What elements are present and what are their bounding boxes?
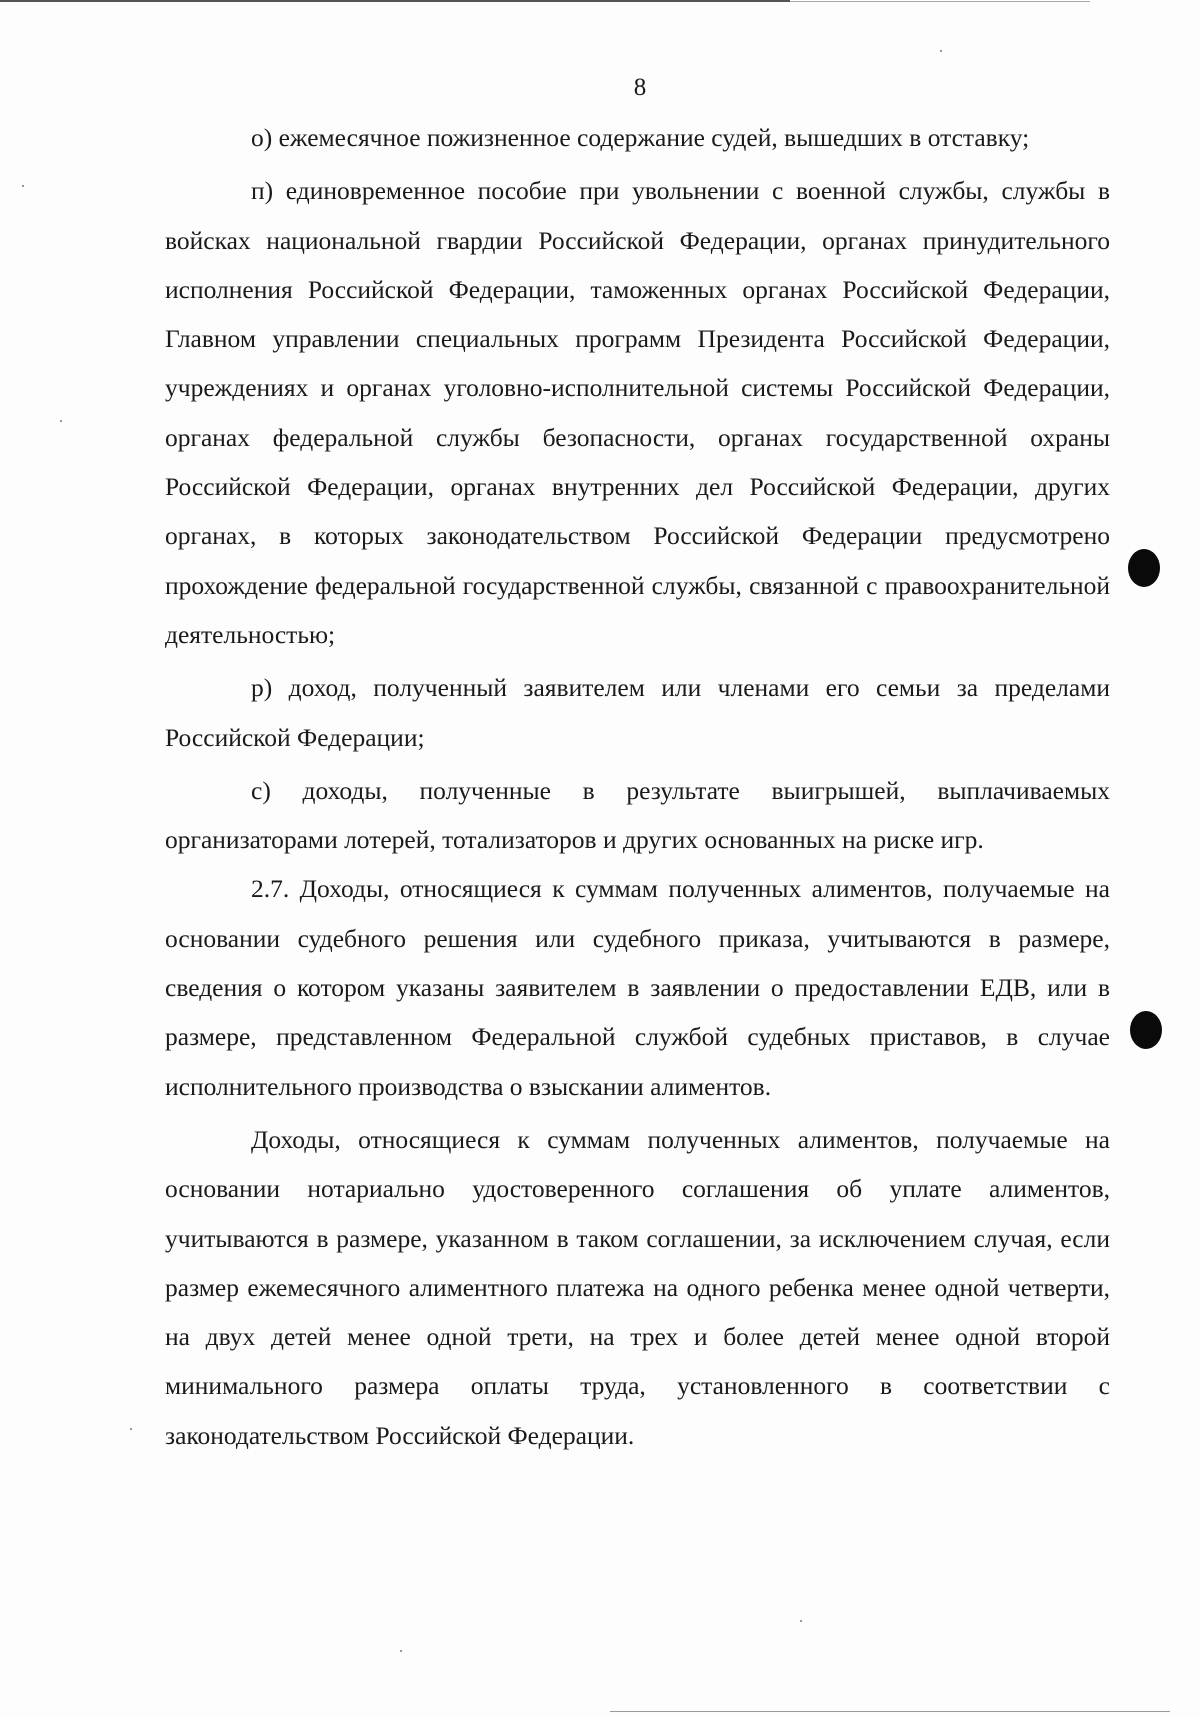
scan-speck <box>22 185 24 187</box>
paragraph-r: р) доход, полученный заявителем или членами его семьи за пределами Российской Федерации; <box>165 673 1110 752</box>
scan-bottom-edge <box>610 1711 1170 1712</box>
paragraph-2-7: 2.7. Доходы, относящиеся к суммам полученных алиментов, получаемые на основании судебного решения или судебного приказа, учитываются в размере, сведения о котором указаны заявителем в заявлении о предоставлении ЕДВ, или в размере, представленном Федеральной службой судебных приставов, в случае исполнительного производства о взыскании алиментов. <box>165 874 1110 1101</box>
scan-speck <box>940 50 942 52</box>
scan-top-edge-faint <box>790 1 1090 2</box>
scan-speck <box>800 1620 802 1622</box>
scan-speck <box>400 1650 402 1652</box>
paragraph-s: с) доходы, полученные в результате выигрышей, выплачиваемых организаторами лотерей, тотализаторов и других основанных на риске игр. <box>165 775 1110 855</box>
page-number: 8 <box>633 74 647 101</box>
scan-speck <box>130 1428 132 1430</box>
punch-hole-mark <box>1128 549 1160 587</box>
paragraph-alimony-agreement: Доходы, относящиеся к суммам полученных алиментов, получаемые на основании нотариально удостоверенного соглашения об уплате алиментов, учитываются в размере, указанном в таком соглашении, за исключением случая, если размер ежемесячного алиментного платежа на одного ребенка менее одной четверти, на двух детей менее одной трети, на трех и более детей менее одной второй минимального размера оплаты труда, установленного в соответствии с законодательством Российской Федерации. <box>165 1124 1110 1450</box>
scan-speck <box>60 420 62 422</box>
document-body <box>165 113 1110 1460</box>
paragraph-p: п) единовременное пособие при увольнении с военной службы, службы в войсках национальной гвардии Российской Федерации, органах принудительного исполнения Российской Федерации, таможенных органах Российской Федерации, Главном управлении специальных программ Президента Российской Федерации, учреждениях и органах уголовно-исполнительной системы Российской Федерации, органах федеральной службы безопасности, органах государственной охраны Российской Федерации, органах внутренних дел Российской Федерации, других органах, в которых законодательством Российской Федерации предусмотрено прохождение федеральной государственной службы, связанной с правоохранительной деятельностью; <box>165 176 1110 649</box>
punch-hole-mark <box>1130 1011 1162 1049</box>
scan-top-edge <box>0 0 790 2</box>
paragraph-o: о) ежемесячное пожизненное содержание судей, вышедших в отставку; <box>251 123 1030 152</box>
